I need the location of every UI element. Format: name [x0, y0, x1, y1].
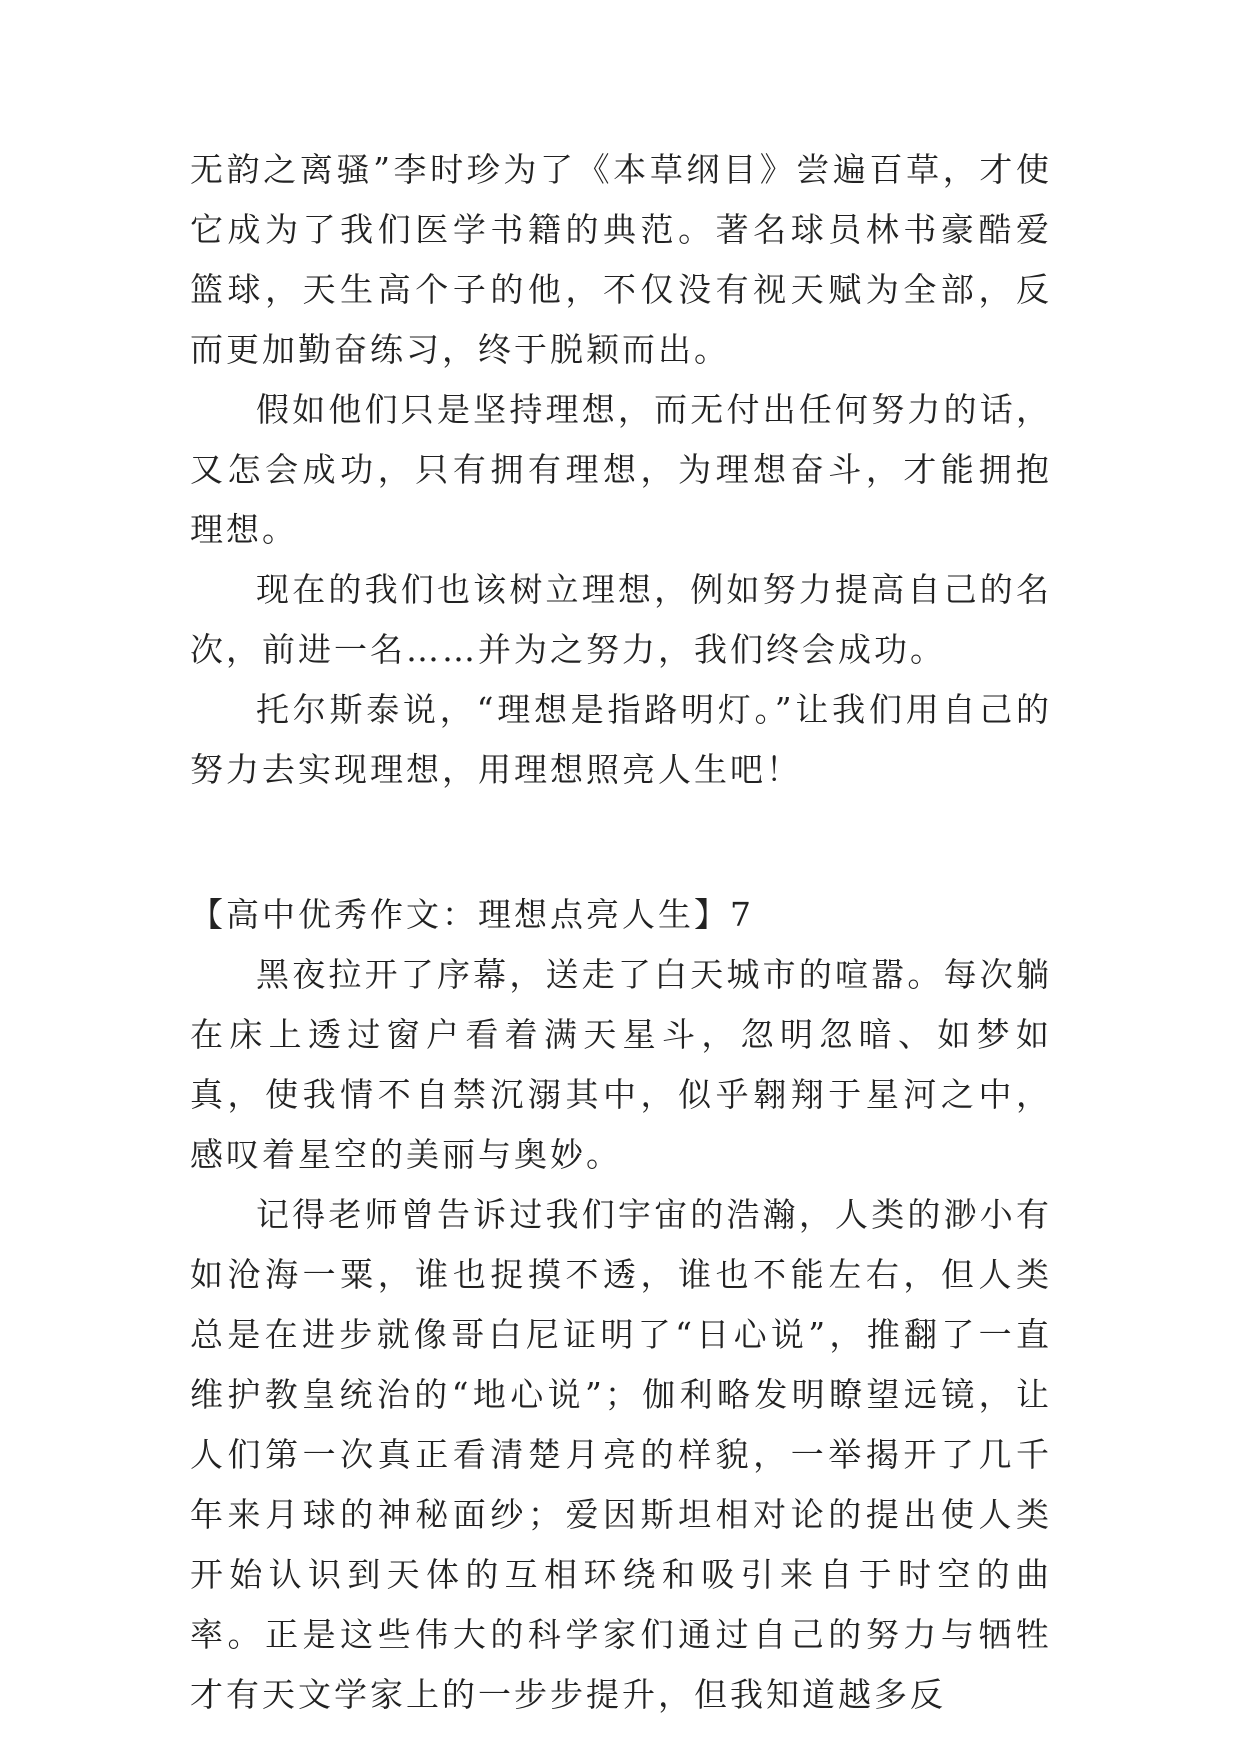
paragraph: 无韵之离骚”李时珍为了《本草纲目》尝遍百草，才使它成为了我们医学书籍的典范。著名球员林书豪酷爱篮球，天生高个子的他，不仅没有视天赋为全部，反而更加勤奋练习，终于脱颖而出。	[190, 150, 1052, 369]
paragraph: 现在的我们也该树立理想，例如努力提高自己的名次，前进一名……并为之努力，我们终会成功。	[190, 570, 1052, 669]
paragraph: 记得老师曾告诉过我们宇宙的浩瀚，人类的渺小有如沧海一粟，谁也捉摸不透，谁也不能左右，但人类总是在进步就像哥白尼证明了“日心说”，推翻了一直维护教皇统治的“地心说”；伽利略发明瞭望远镜，让人们第一次真正看清楚月亮的样貌，一举揭开了几千年来月球的神秘面纱；爱因斯坦相对论的提出使人类开始认识到天体的互相环绕和吸引来自于时空的曲率。正是这些伟大的科学家们通过自己的努力与牺牲才有天文学家上的一步步提升，但我知道越多反	[190, 1195, 1052, 1714]
paragraph: 假如他们只是坚持理想，而无付出任何努力的话，又怎会成功，只有拥有理想，为理想奋斗，才能拥抱理想。	[190, 390, 1052, 549]
paragraph: 托尔斯泰说，“理想是指路明灯。”让我们用自己的努力去实现理想，用理想照亮人生吧！	[190, 690, 1052, 789]
section-heading: 【高中优秀作文：理想点亮人生】7	[190, 895, 754, 934]
paragraph: 黑夜拉开了序幕，送走了白天城市的喧嚣。每次躺在床上透过窗户看着满天星斗，忽明忽暗、如梦如真，使我情不自禁沉溺其中，似乎翱翔于星河之中，感叹着星空的美丽与奥妙。	[190, 955, 1052, 1174]
document-page	[190, 140, 1052, 1725]
